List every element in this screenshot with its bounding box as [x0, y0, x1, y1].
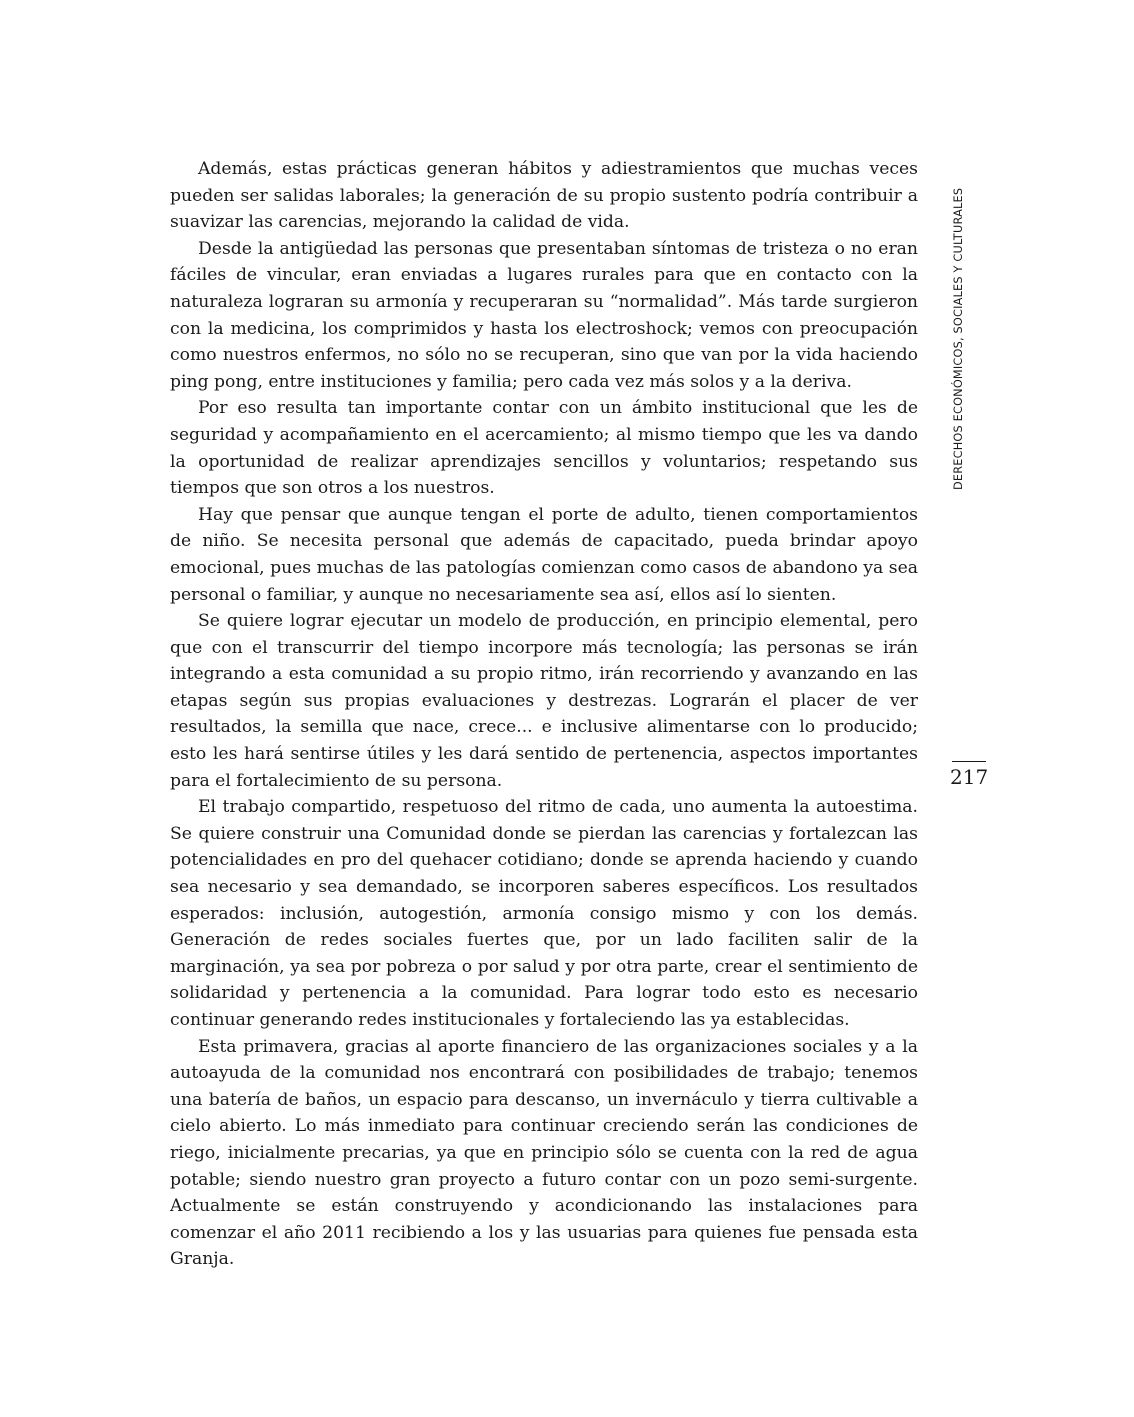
paragraph: Se quiere lograr ejecutar un modelo de producción, en principio elemental, pero que con el transcurrir del tiempo incorpore más tecnología; las personas se irán integrando a esta comunidad a su propio ritmo, irán recorriendo y avanzando en las etapas según sus propias evaluaciones y destrezas. Lograrán el placer de ver resultados, la semilla que nace, crece... e inclusive alimentarse con lo producido; esto les hará sentirse útiles y les dará sentido de pertenencia, aspectos importantes para el fortalecimiento de su persona. — [170, 611, 918, 791]
paragraph: Por eso resulta tan importante contar con un ámbito institucional que les de seguridad y acompañamiento en el acercamiento; al mismo tiempo que les va dando la oportunidad de realizar aprendizajes sencillos y voluntarios; respetando sus tiempos que son otros a los nuestros. — [170, 398, 918, 499]
paragraph: El trabajo compartido, respetuoso del ritmo de cada, uno aumenta la autoestima. Se quiere construir una Comunidad donde se pierdan las carencias y fortalezcan las potencialidades en pro del quehacer cotidiano; donde se aprenda haciendo y cuando sea necesario y sea demandado, se incorporen saberes específicos. Los resultados esperados: inclusión, autogestión, armonía consigo mismo y con los demás. Generación de redes sociales fuertes que, por un lado faciliten salir de la marginación, ya sea por pobreza o por salud y por otra parte, crear el sentimiento de solidaridad y pertenencia a la comunidad. Para lograr todo esto es necesario continuar generando redes institucionales y fortaleciendo las ya establecidas. — [170, 797, 918, 1030]
body-text — [170, 156, 918, 1273]
page-number: 217 — [950, 765, 989, 789]
paragraph: Hay que pensar que aunque tengan el porte de adulto, tienen comportamientos de niño. Se necesita personal que además de capacitado, pueda brindar apoyo emocional, pues muchas de las patologías comienzan como casos de abandono ya sea personal o familiar, y aunque no necesariamente sea así, ellos así lo sienten. — [170, 504, 918, 605]
page-number-rule — [952, 761, 986, 762]
running-header: DERECHOS ECONÓMICOS, SOCIALES Y CULTURALES — [952, 187, 965, 490]
paragraph: Desde la antigüedad las personas que presentaban síntomas de tristeza o no eran fáciles de vincular, eran enviadas a lugares rurales para que en contacto con la naturaleza lograran su armonía y recuperaran su “normalidad”. Más tarde surgieron con la medicina, los comprimidos y hasta los electroshock; vemos con preocupación como nuestros enfermos, no sólo no se recuperan, sino que van por la vida haciendo ping pong, entre instituciones y familia; pero cada vez más solos y a la deriva. — [170, 238, 918, 392]
paragraph: Esta primavera, gracias al aporte financiero de las organizaciones sociales y a la autoayuda de la comunidad nos encontrará con posibilidades de trabajo; tenemos una batería de baños, un espacio para descanso, un invernáculo y tierra cultivable a cielo abierto. Lo más inmediato para continuar creciendo serán las condiciones de riego, inicialmente precarias, ya que en principio sólo se cuenta con la red de agua potable; siendo nuestro gran proyecto a futuro contar con un pozo semi-surgente. Actualmente se están construyendo y acondicionando las instalaciones para comenzar el año 2011 recibiendo a los y las usuarias para quienes fue pensada esta Granja. — [170, 1036, 918, 1270]
paragraph: Además, estas prácticas generan hábitos y adiestramientos que muchas veces pueden ser salidas laborales; la generación de su propio sustento podría contribuir a suavizar las carencias, mejorando la calidad de vida. — [170, 159, 918, 233]
